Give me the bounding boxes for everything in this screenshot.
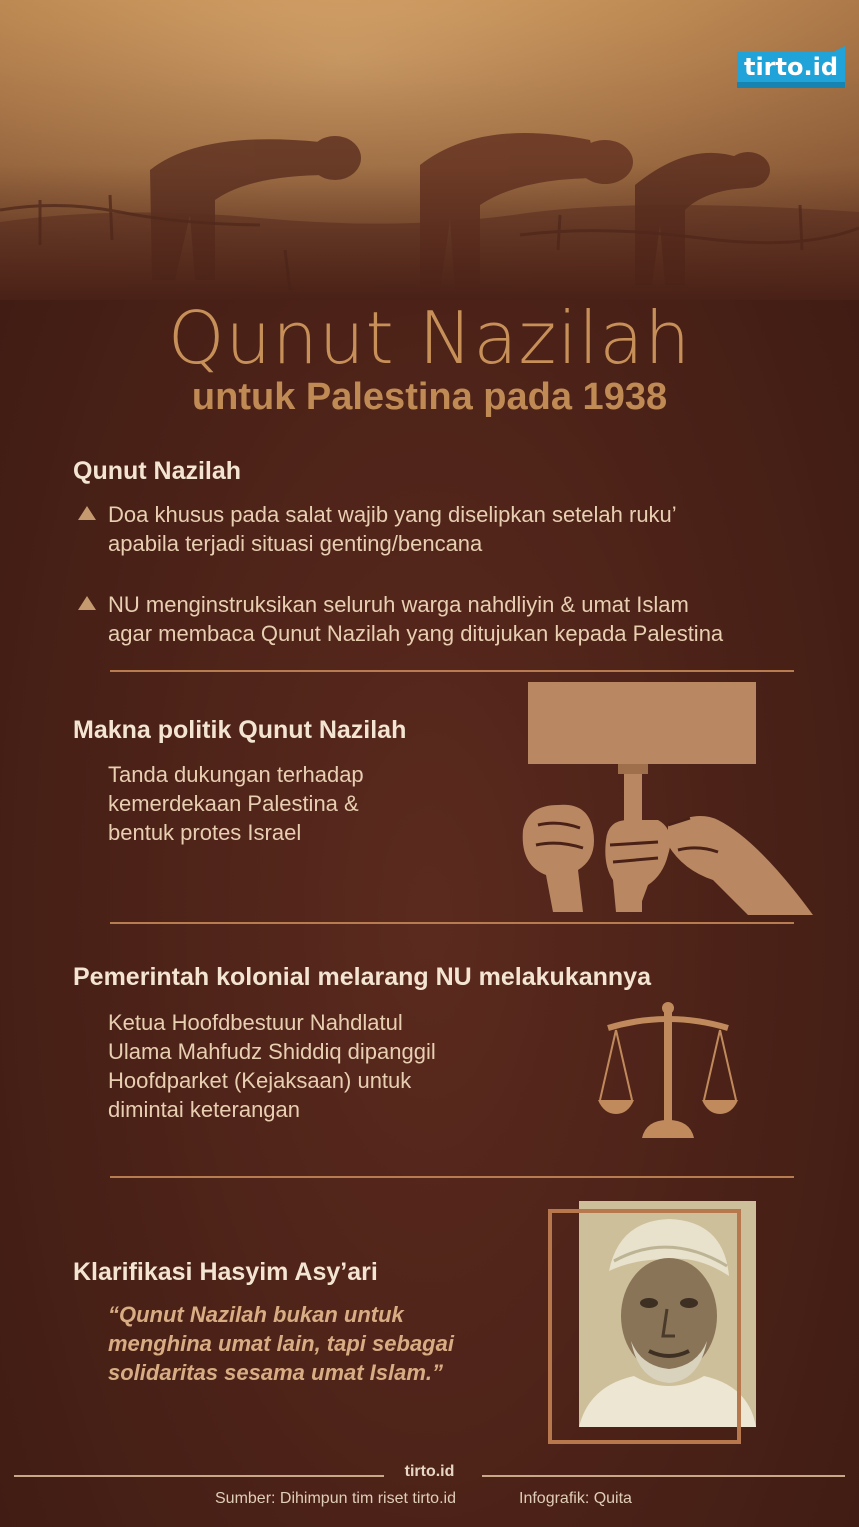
- divider: [110, 670, 794, 672]
- portrait-frame: [548, 1209, 741, 1444]
- header-illustration: [0, 0, 859, 300]
- footer-brand: tirto.id: [404, 1463, 455, 1480]
- triangle-bullet-icon: [78, 506, 96, 520]
- section-heading-kolonial: Pemerintah kolonial melarang NU melakukannya: [73, 963, 651, 991]
- section-text: Tanda dukungan terhadap kemerdekaan Palestina & bentuk protes Israel: [108, 762, 364, 845]
- triangle-bullet-icon: [78, 596, 96, 610]
- section-heading-klarifikasi: Klarifikasi Hasyim Asy’ari: [73, 1258, 378, 1286]
- page-title: Qunut Nazilah: [167, 296, 692, 380]
- praying-silhouettes-illustration: [0, 0, 859, 300]
- page-subtitle: untuk Palestina pada 1938: [191, 376, 668, 418]
- bullet-text: Doa khusus pada salat wajib yang diselipkan setelah ruku’ apabila terjadi situasi genting/bencana: [108, 502, 677, 556]
- section-heading-makna: Makna politik Qunut Nazilah: [73, 716, 407, 744]
- footer-source: Sumber: Dihimpun tim riset tirto.id: [215, 1490, 456, 1507]
- section-text: Ketua Hoofdbestuur Nahdlatul Ulama Mahfudz Shiddiq dipanggil Hoofdparket (Kejaksaan) untuk dimintai keterangan: [108, 1010, 436, 1122]
- protest-sign-icon: [518, 680, 818, 916]
- divider: [110, 922, 794, 924]
- footer-credit: Infografik: Quita: [519, 1490, 632, 1507]
- bullet-text: NU menginstruksikan seluruh warga nahdliyin & umat Islam agar membaca Qunut Nazilah yang ditujukan kepada Palestina: [108, 592, 724, 646]
- section-heading-qunut: Qunut Nazilah: [73, 457, 242, 485]
- divider: [110, 1176, 794, 1178]
- scales-icon: [596, 1000, 740, 1140]
- tirto-logo: tirto.id: [737, 46, 845, 88]
- quote-text: “Qunut Nazilah bukan untuk menghina umat lain, tapi sebagai solidaritas sesama umat Islam.”: [108, 1302, 454, 1385]
